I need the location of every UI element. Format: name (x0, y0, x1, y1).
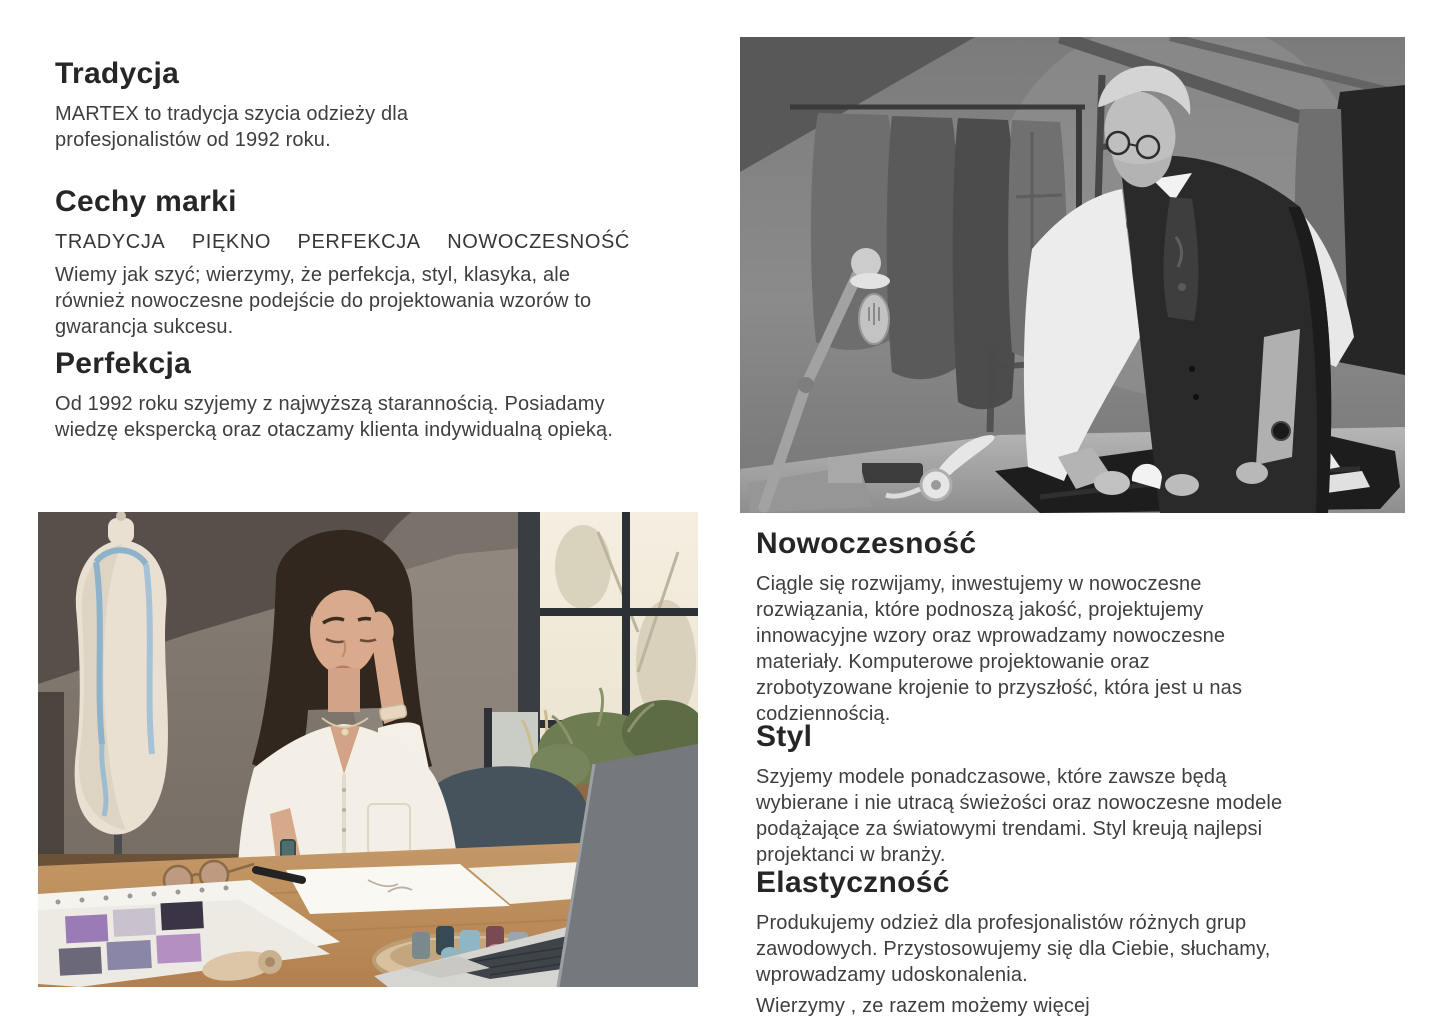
elastycznosc-title: Elastyczność (756, 866, 950, 899)
designer-photo-illustration (38, 512, 698, 987)
tailor-photo-illustration (740, 37, 1405, 513)
feature-tradycja: TRADYCJA (55, 231, 166, 253)
cechy-marki-body: Wiemy jak szyć; wierzymy, że perfekcja, styl, klasyka, ale również nowoczesne podejście do projektowania wzorów to gwarancja sukcesu. (55, 264, 592, 338)
pendant-necklace (342, 729, 349, 736)
feature-piekno: PIĘKNO (191, 231, 272, 253)
brand-features-row (55, 229, 630, 255)
styl-title: Styl (756, 720, 813, 753)
section-perfekcja (55, 346, 623, 443)
elastycznosc-body: Produkujemy odzież dla profesjonalistów różnych grup zawodowych. Przystosowujemy się dla Ciebie, słuchamy, wprowadzamy udoskonalenia. (756, 912, 1271, 986)
elastycznosc-tagline: Wierzymy , ze razem możemy więcej (756, 995, 1090, 1017)
doorway-shadow (38, 692, 64, 867)
tailor-photo (740, 37, 1405, 513)
section-tradycja (55, 56, 485, 153)
section-styl (756, 719, 1290, 868)
perfekcja-title: Perfekcja (55, 347, 192, 380)
feature-nowoczesnosc: NOWOCZESNOŚĆ (447, 231, 630, 253)
section-nowoczesnosc (756, 526, 1280, 727)
feature-perfekcja: PERFEKCJA (297, 231, 421, 253)
cechy-marki-title: Cechy marki (55, 185, 237, 218)
section-elastycznosc (756, 865, 1322, 1019)
designer-photo (38, 512, 698, 987)
nowoczesnosc-title: Nowoczesność (756, 527, 977, 560)
section-cechy-marki (55, 184, 633, 340)
nowoczesnosc-body: Ciągle się rozwijamy, inwestujemy w nowoczesne rozwiązania, które podnoszą jakość, projektujemy innowacyjne wzory oraz wprowadzamy nowoczesne materiały. Komputerowe projektowanie oraz zrobotyzowane krojenie to przyszłość, która jest u nas codziennością. (756, 573, 1243, 725)
styl-body: Szyjemy modele ponadczasowe, które zawsze będą wybierane i nie utracą świeżości oraz nowoczesne modele podążające za światowymi trendami. Styl kreują najlepsi projektanci w branży. (756, 766, 1283, 866)
tradycja-title: Tradycja (55, 57, 180, 90)
perfekcja-body: Od 1992 roku szyjemy z najwyższą starannością. Posiadamy wiedzę ekspercką oraz otaczamy klienta indywidualną opieką. (55, 393, 614, 441)
tradycja-body: MARTEX to tradycja szycia odzieży dla profesjonalistów od 1992 roku. (55, 103, 409, 151)
